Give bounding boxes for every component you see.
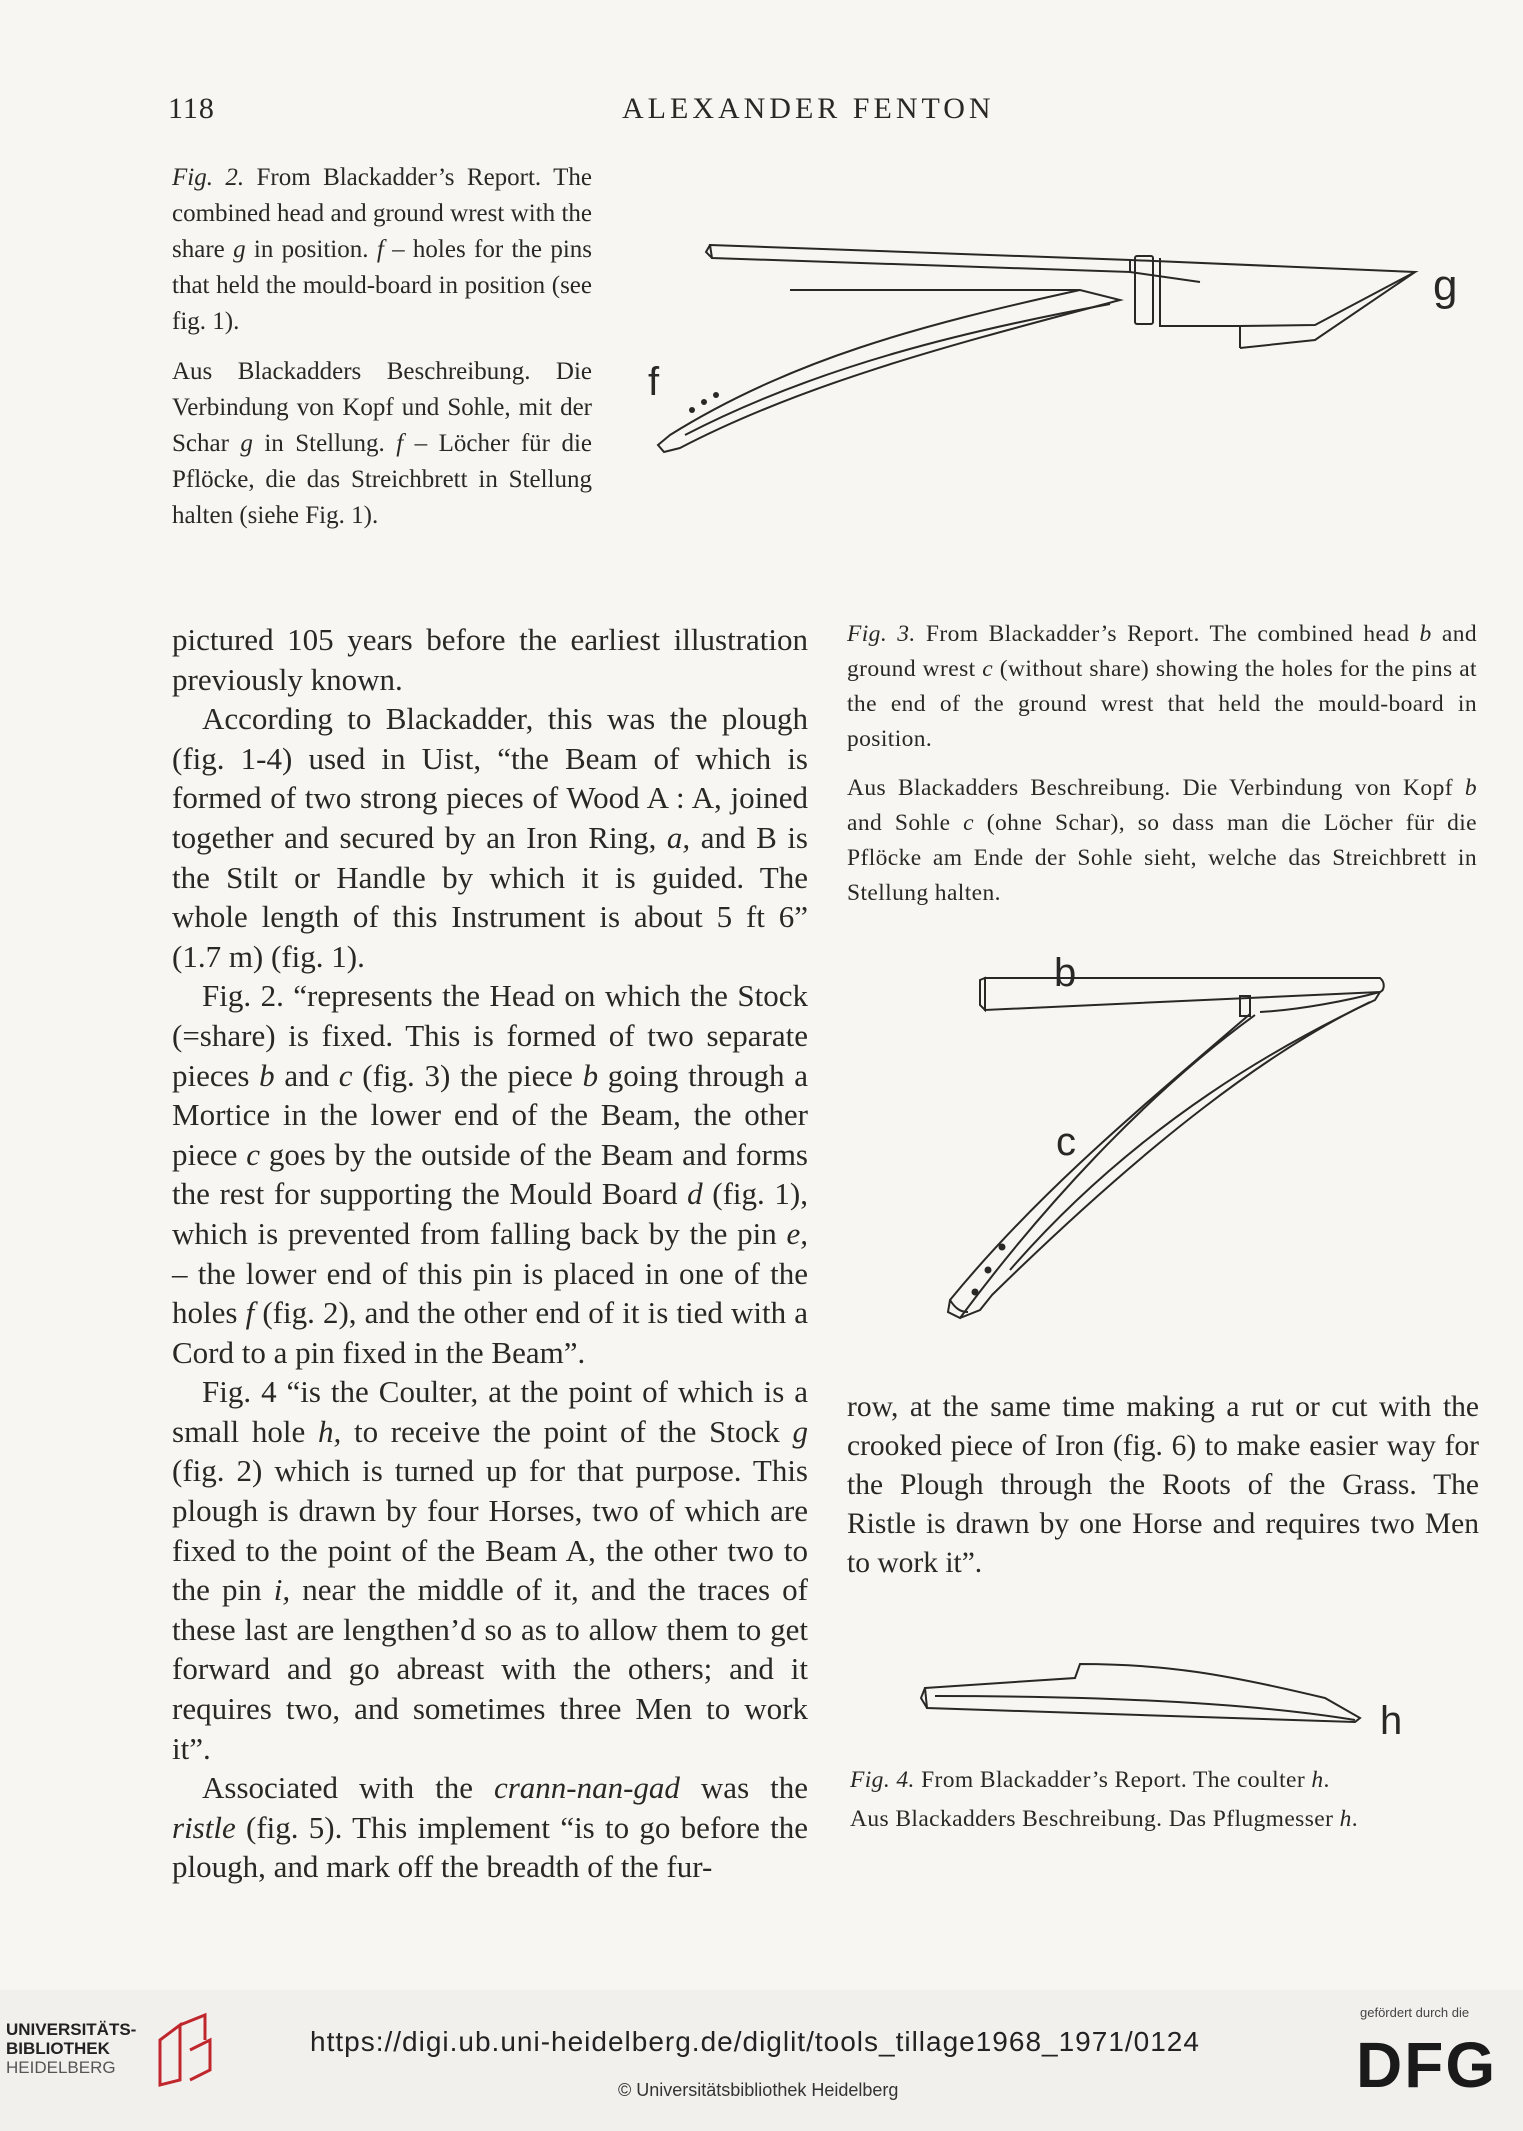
fig2-caption [172, 160, 592, 534]
logo-line-3: HEIDELBERG [6, 2058, 116, 2077]
footer-bar [0, 1990, 1523, 2131]
fig2-label-f: f [648, 360, 660, 404]
permalink-url[interactable] [310, 2026, 1200, 2058]
body-text-left [172, 620, 808, 1887]
body-paragraph-4: Fig. 4 “is the Coulter, at the point of which is a small hole h, to receive the point of the Stock g (fig. 2) which is turned up for that purpose. This plough is drawn by four Horses, two of which are fixed to the point of the Beam A, the other two to the pin i, near the middle of it, and the traces of these last are lengthen’d so as to allow them to get forward and go abreast with the others; and it requires two, and sometimes three Men to work it”. [172, 1374, 808, 1766]
ub-emblem-icon [150, 2010, 220, 2090]
fig2-drawing [640, 230, 1470, 460]
fig2-label-g: g [1433, 261, 1458, 310]
running-title: ALEXANDER FENTON [622, 92, 995, 125]
body-paragraph-2: According to Blackadder, this was the plough (fig. 1-4) used in Uist, “the Beam of which is formed of two strong pieces of Wood A : A, joined together and secured by an Iron Ring, a, and B is the Stilt or Handle by which it is guided. The whole length of this Instrument is about 5 ft 6” (1.7 m) (fig. 1). [172, 701, 808, 974]
fig3-label-b: b [1054, 951, 1077, 995]
dfg-logo[interactable]: DFG [1356, 2029, 1498, 2101]
fig4-label-h: h [1380, 1699, 1403, 1743]
university-library-logo[interactable] [6, 2020, 136, 2077]
body-paragraph-1: pictured 105 years before the earliest illustration previously known. [172, 622, 808, 697]
funding-note: gefördert durch die [1360, 2005, 1470, 2020]
permalink-link[interactable]: https://digi.ub.uni-heidelberg.de/diglit/tools_tillage1968_1971/0124 [310, 2026, 1200, 2057]
fig2-caption-en: Fig. 2. From Blackadder’s Report. The combined head and ground wrest with the share g in position. f – holes for the pins that held the mould-board in position (see fig. 1). [172, 164, 593, 335]
body-paragraph-3: Fig. 2. “represents the Head on which the Stock (=share) is fixed. This is formed of two separate pieces b and c (fig. 3) the piece b going through a Mortice in the lower end of the Beam, the other piece c goes by the outside of the Beam and forms the rest for supporting the Mould Board d (fig. 1), which is prevented from falling back by the pin e, – the lower end of this pin is placed in one of the holes f (fig. 2), and the other end of it is tied with a Cord to a pin fixed in the Beam”. [172, 978, 808, 1370]
body-text-right [847, 1388, 1479, 1583]
fig3-caption [847, 617, 1477, 911]
fig3-caption-en: Fig. 3. From Blackadder’s Report. The combined head b and ground wrest c (without share) showing the holes for the pins at the end of the ground wrest that held the mould-board in position. [847, 621, 1478, 752]
fig4-caption [850, 1763, 1490, 1837]
fig4-caption-de: Aus Blackadders Beschreibung. Das Pflugmesser h. [850, 1806, 1359, 1832]
copyright-notice: © Universitätsbibliothek Heidelberg [618, 2080, 899, 2100]
fig3-label-c: c [1056, 1120, 1076, 1164]
logo-line-1: UNIVERSITÄTS- [6, 2020, 137, 2039]
logo-line-2: BIBLIOTHEK [6, 2039, 110, 2058]
fig2-caption-de: Aus Blackadders Beschreibung. Die Verbindung von Kopf und Sohle, mit der Schar g in Stellung. f – Löcher für die Pflöcke, die das Streichbrett in Stellung halten (siehe Fig. 1). [172, 358, 592, 529]
fig4-drawing [915, 1650, 1435, 1743]
page-number: 118 [168, 92, 215, 125]
fig4-caption-en: Fig. 4. From Blackadder’s Report. The coulter h. [850, 1767, 1330, 1793]
body-continuation: row, at the same time making a rut or cut with the crooked piece of Iron (fig. 6) to make easier way for the Plough through the Roots of the Grass. The Ristle is drawn by one Horse and requires two Men to work it”. [847, 1391, 1479, 1579]
fig3-drawing [930, 940, 1400, 1340]
body-paragraph-5: Associated with the crann-nan-gad was the ristle (fig. 5). This implement “is to go before the plough, and mark off the breadth of the fur- [172, 1770, 808, 1885]
fig3-caption-de: Aus Blackadders Beschreibung. Die Verbindung von Kopf b and Sohle c (ohne Schar), so dass man die Löcher für die Pflöcke am Ende der Sohle sieht, welche das Streichbrett in Stellung halten. [847, 775, 1477, 906]
